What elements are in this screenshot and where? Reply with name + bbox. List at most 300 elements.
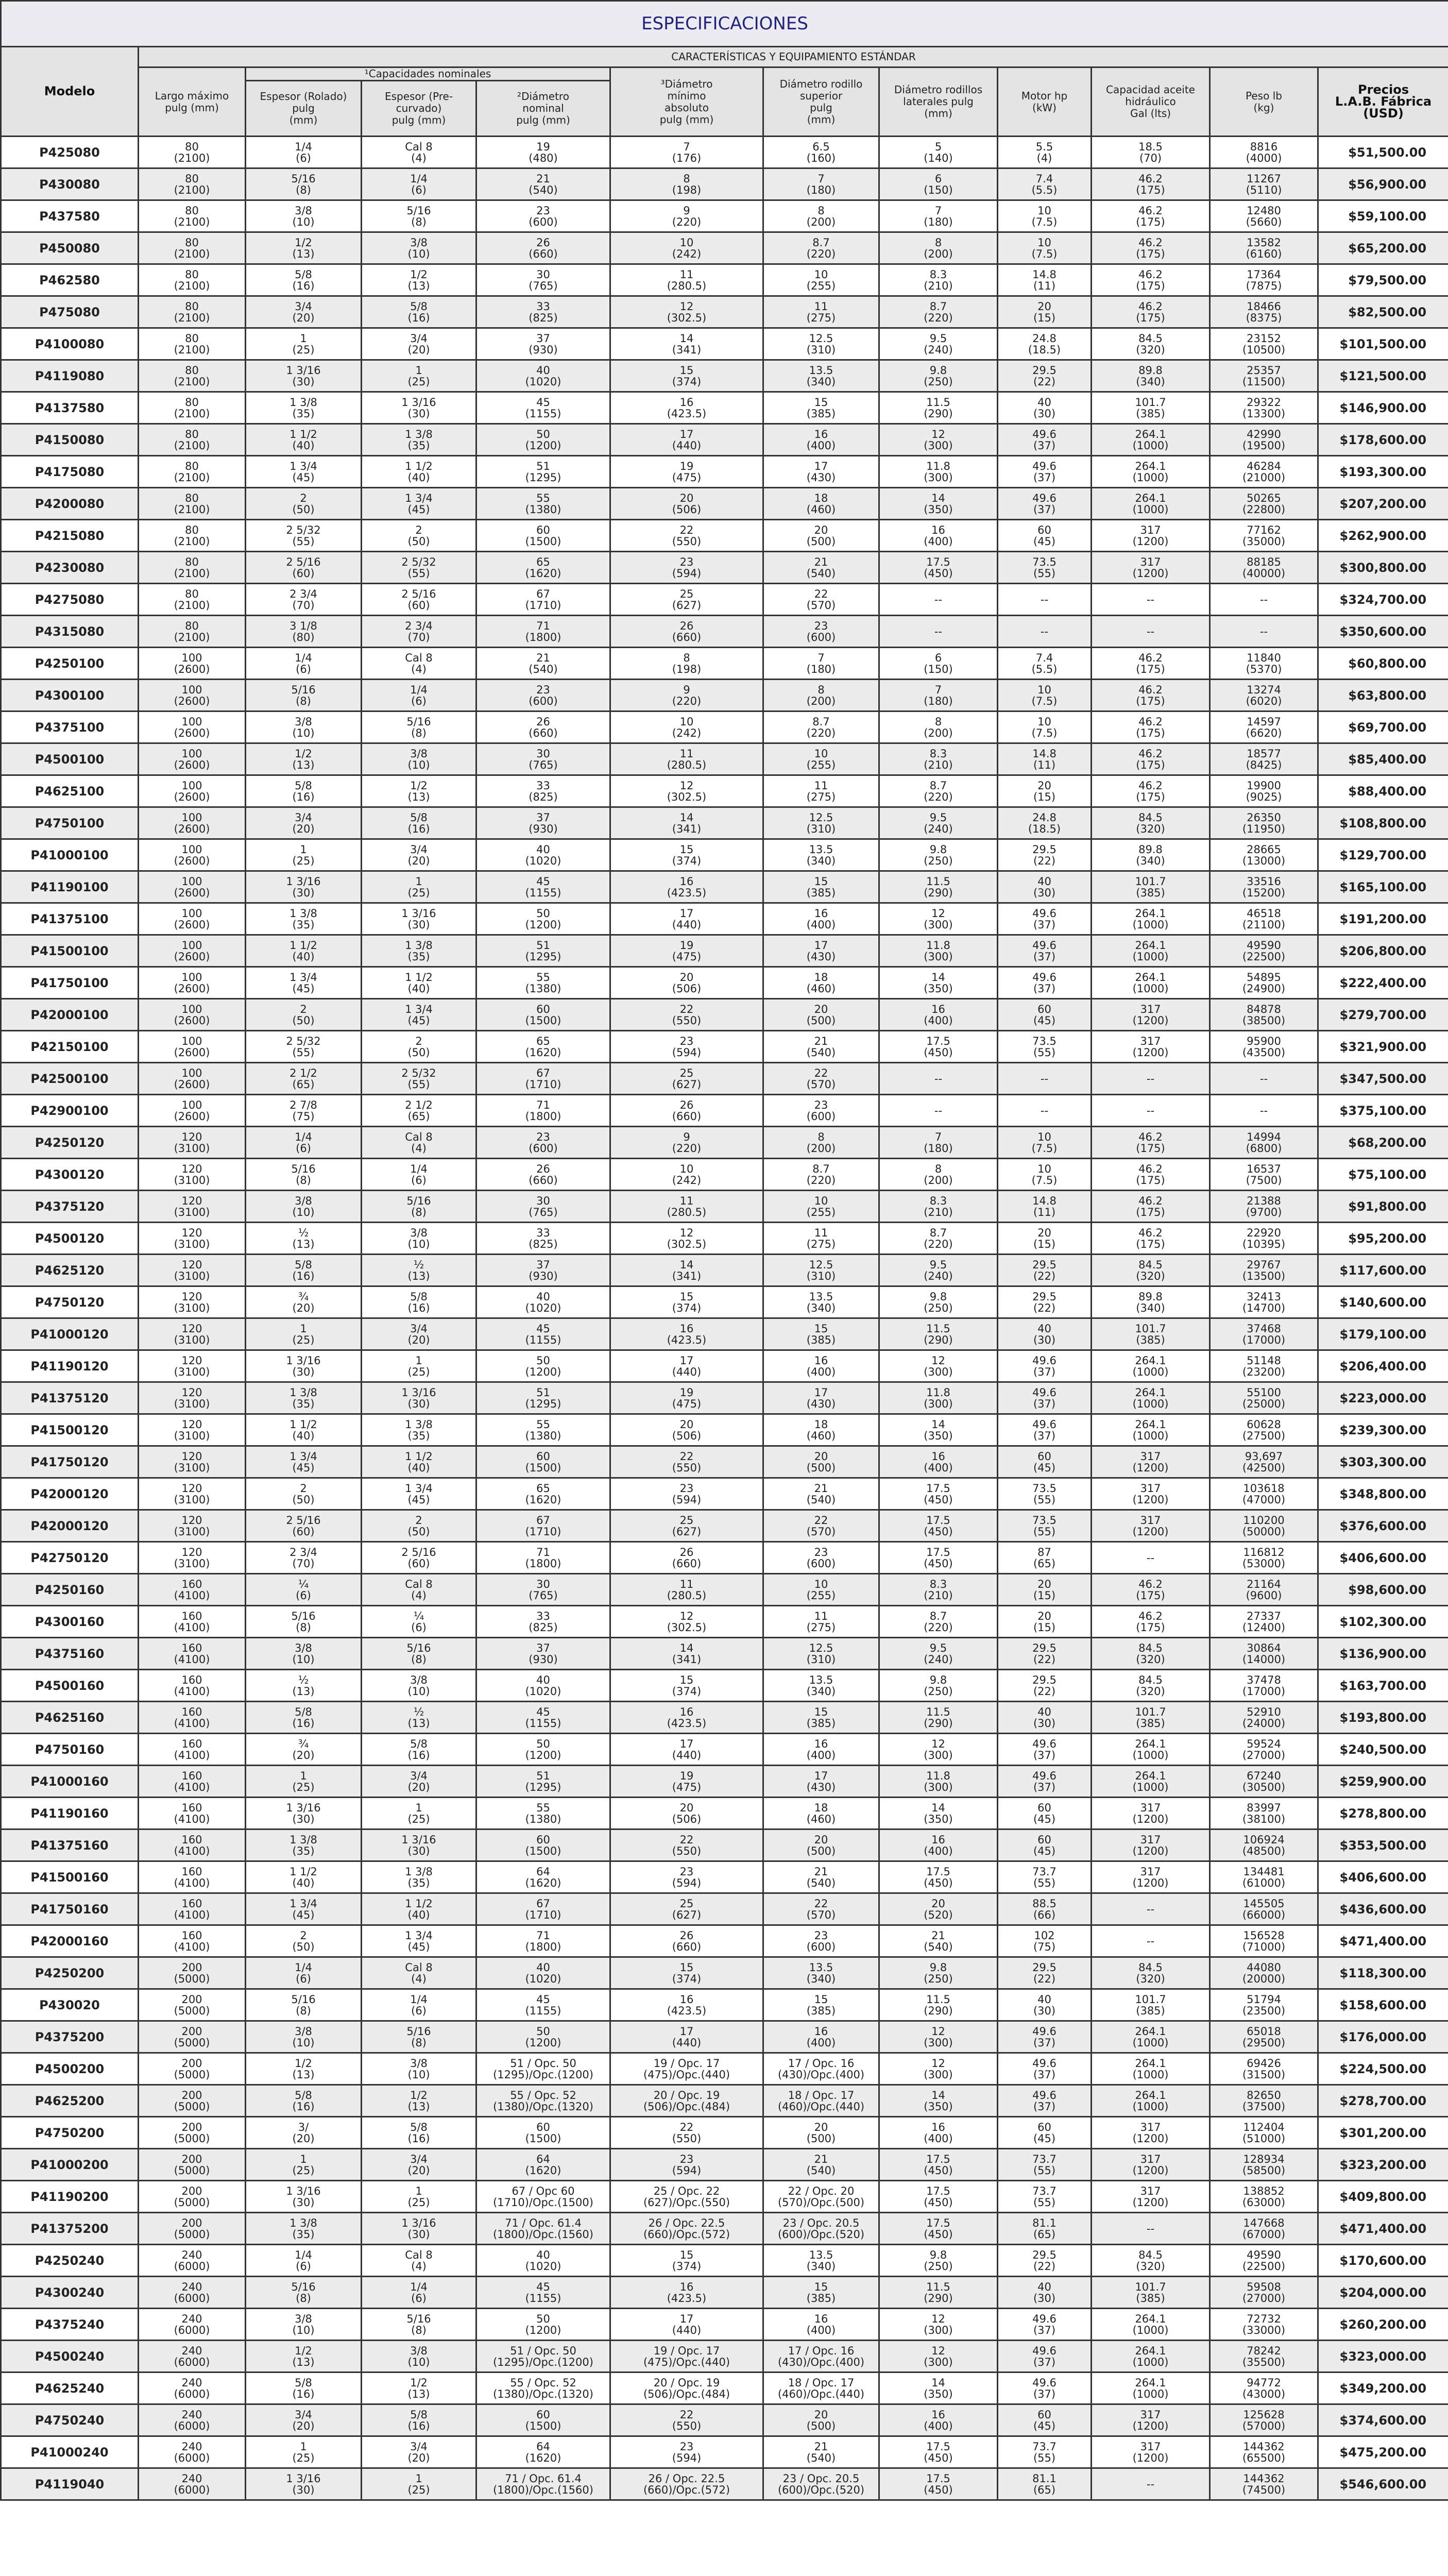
cell-price: $406,600.00 bbox=[1318, 1542, 1448, 1574]
cell-side-rolls: 8 (200) bbox=[879, 1159, 998, 1191]
cell-weight: 26350 (11950) bbox=[1210, 807, 1318, 839]
cell-thickness-rolled: 1 3/8 (35) bbox=[246, 1382, 362, 1414]
cell-thickness-rolled: 2 5/32 (55) bbox=[246, 1031, 362, 1063]
cell-length: 120 (3100) bbox=[139, 1255, 246, 1286]
cell-nominal-diameter: 55 (1380) bbox=[476, 488, 610, 520]
cell-side-rolls: 16 (400) bbox=[879, 2404, 998, 2436]
table-row bbox=[1, 2372, 1448, 2404]
cell-side-rolls: 12 (300) bbox=[879, 1350, 998, 1382]
cell-upper-roll: 23 (600) bbox=[763, 1925, 879, 1957]
cell-price: $85,400.00 bbox=[1318, 743, 1448, 775]
cell-price: $303,300.00 bbox=[1318, 1446, 1448, 1478]
cell-nominal-diameter: 37 (930) bbox=[476, 1255, 610, 1286]
cell-side-rolls: 14 (350) bbox=[879, 1414, 998, 1446]
cell-weight: 44080 (20000) bbox=[1210, 1957, 1318, 1989]
cell-thickness-precurved: 1 (25) bbox=[362, 1350, 476, 1382]
cell-thickness-precurved: 5/16 (8) bbox=[362, 1191, 476, 1223]
cell-oil-capacity: 264.1 (1000) bbox=[1092, 456, 1210, 488]
cell-model: P4250160 bbox=[1, 1574, 139, 1606]
cell-thickness-precurved: 1 3/8 (35) bbox=[362, 1861, 476, 1893]
cell-nominal-diameter: 37 (930) bbox=[476, 1638, 610, 1670]
cell-upper-roll: 18 (460) bbox=[763, 1798, 879, 1829]
cell-motor: 49.6 (37) bbox=[998, 456, 1092, 488]
cell-weight: 144362 (65500) bbox=[1210, 2436, 1318, 2468]
cell-nominal-diameter: 23 (600) bbox=[476, 680, 610, 711]
cell-motor: 60 (45) bbox=[998, 520, 1092, 552]
cell-motor: 73.7 (55) bbox=[998, 2181, 1092, 2213]
cell-side-rolls: 12 (300) bbox=[879, 2021, 998, 2053]
cell-price: $321,900.00 bbox=[1318, 1031, 1448, 1063]
table-row bbox=[1, 360, 1448, 392]
cell-upper-roll: 12.5 (310) bbox=[763, 807, 879, 839]
cell-thickness-rolled: 1 (25) bbox=[246, 1318, 362, 1350]
cell-length: 240 (6000) bbox=[139, 2404, 246, 2436]
cell-weight: 59524 (27000) bbox=[1210, 1734, 1318, 1766]
cell-side-rolls: 14 (350) bbox=[879, 2085, 998, 2117]
cell-side-rolls: 12 (300) bbox=[879, 2309, 998, 2341]
cell-oil-capacity: 89.8 (340) bbox=[1092, 360, 1210, 392]
cell-upper-roll: 17 (430) bbox=[763, 456, 879, 488]
cell-min-diameter: 19 (475) bbox=[610, 1382, 763, 1414]
cell-thickness-rolled: 5/16 (8) bbox=[246, 168, 362, 200]
cell-oil-capacity: -- bbox=[1092, 1063, 1210, 1095]
table-row bbox=[1, 2085, 1448, 2117]
cell-side-rolls: 14 (350) bbox=[879, 2372, 998, 2404]
table-row bbox=[1, 903, 1448, 935]
cell-model: P4750100 bbox=[1, 807, 139, 839]
cell-thickness-rolled: 1 3/8 (35) bbox=[246, 903, 362, 935]
cell-oil-capacity: 317 (1200) bbox=[1092, 1446, 1210, 1478]
cell-min-diameter: 26 / Opc. 22.5 (660)/Opc.(572) bbox=[610, 2213, 763, 2245]
cell-thickness-precurved: 2 1/2 (65) bbox=[362, 1095, 476, 1127]
cell-weight: 50265 (22800) bbox=[1210, 488, 1318, 520]
cell-side-rolls: 9.8 (250) bbox=[879, 1957, 998, 1989]
cell-upper-roll: 23 (600) bbox=[763, 1095, 879, 1127]
cell-upper-roll: 22 (570) bbox=[763, 1510, 879, 1542]
cell-thickness-rolled: ½ (13) bbox=[246, 1670, 362, 1702]
cell-upper-roll: 13.5 (340) bbox=[763, 2245, 879, 2277]
cell-price: $193,800.00 bbox=[1318, 1702, 1448, 1734]
cell-motor: 49.6 (37) bbox=[998, 2085, 1092, 2117]
cell-thickness-rolled: 1 3/8 (35) bbox=[246, 2213, 362, 2245]
cell-oil-capacity: 46.2 (175) bbox=[1092, 1127, 1210, 1159]
cell-thickness-precurved: 1/4 (6) bbox=[362, 168, 476, 200]
cell-motor: 60 (45) bbox=[998, 1446, 1092, 1478]
cell-min-diameter: 26 (660) bbox=[610, 1925, 763, 1957]
header-oil-capacity: Capacidad aceite hidráulico Gal (lts) bbox=[1092, 67, 1210, 137]
cell-length: 80 (2100) bbox=[139, 137, 246, 168]
cell-motor: 7.4 (5.5) bbox=[998, 168, 1092, 200]
cell-motor: 73.5 (55) bbox=[998, 1031, 1092, 1063]
cell-price: $349,200.00 bbox=[1318, 2372, 1448, 2404]
cell-weight: 94772 (43000) bbox=[1210, 2372, 1318, 2404]
cell-model: P4750160 bbox=[1, 1734, 139, 1766]
table-row bbox=[1, 1478, 1448, 1510]
cell-thickness-precurved: 2 5/32 (55) bbox=[362, 552, 476, 584]
cell-min-diameter: 9 (220) bbox=[610, 680, 763, 711]
cell-motor: 10 (7.5) bbox=[998, 232, 1092, 264]
cell-upper-roll: 21 (540) bbox=[763, 1478, 879, 1510]
cell-thickness-rolled: 2 (50) bbox=[246, 488, 362, 520]
cell-length: 120 (3100) bbox=[139, 1446, 246, 1478]
cell-nominal-diameter: 55 (1380) bbox=[476, 967, 610, 999]
cell-min-diameter: 23 (594) bbox=[610, 1031, 763, 1063]
cell-nominal-diameter: 51 (1295) bbox=[476, 1382, 610, 1414]
cell-thickness-rolled: 1 (25) bbox=[246, 2149, 362, 2181]
cell-min-diameter: 8 (198) bbox=[610, 168, 763, 200]
cell-thickness-rolled: 1 3/16 (30) bbox=[246, 2181, 362, 2213]
cell-motor: 20 (15) bbox=[998, 296, 1092, 328]
cell-price: $146,900.00 bbox=[1318, 392, 1448, 424]
cell-side-rolls: 11.5 (290) bbox=[879, 1989, 998, 2021]
cell-price: $353,500.00 bbox=[1318, 1829, 1448, 1861]
cell-price: $79,500.00 bbox=[1318, 264, 1448, 296]
cell-min-diameter: 25 (627) bbox=[610, 584, 763, 616]
cell-upper-roll: 20 (500) bbox=[763, 2404, 879, 2436]
cell-motor: 49.6 (37) bbox=[998, 903, 1092, 935]
cell-oil-capacity: 264.1 (1000) bbox=[1092, 903, 1210, 935]
cell-side-rolls: 8.3 (210) bbox=[879, 743, 998, 775]
cell-motor: -- bbox=[998, 616, 1092, 648]
cell-nominal-diameter: 64 (1620) bbox=[476, 2436, 610, 2468]
cell-thickness-rolled: 1/4 (6) bbox=[246, 1957, 362, 1989]
cell-model: P4215080 bbox=[1, 520, 139, 552]
cell-model: P4500160 bbox=[1, 1670, 139, 1702]
cell-oil-capacity: -- bbox=[1092, 616, 1210, 648]
cell-min-diameter: 20 (506) bbox=[610, 488, 763, 520]
cell-thickness-precurved: Cal 8 (4) bbox=[362, 1127, 476, 1159]
cell-nominal-diameter: 67 (1710) bbox=[476, 584, 610, 616]
cell-min-diameter: 26 (660) bbox=[610, 616, 763, 648]
cell-upper-roll: 10 (255) bbox=[763, 1574, 879, 1606]
cell-length: 80 (2100) bbox=[139, 328, 246, 360]
cell-thickness-rolled: 1 3/16 (30) bbox=[246, 1798, 362, 1829]
cell-min-diameter: 23 (594) bbox=[610, 552, 763, 584]
cell-nominal-diameter: 21 (540) bbox=[476, 648, 610, 680]
cell-min-diameter: 16 (423.5) bbox=[610, 1989, 763, 2021]
table-row bbox=[1, 1191, 1448, 1223]
cell-model: P41750120 bbox=[1, 1446, 139, 1478]
cell-oil-capacity: 264.1 (1000) bbox=[1092, 488, 1210, 520]
cell-side-rolls: 8.7 (220) bbox=[879, 1606, 998, 1638]
cell-thickness-rolled: 1/4 (6) bbox=[246, 137, 362, 168]
cell-upper-roll: 21 (540) bbox=[763, 1031, 879, 1063]
cell-length: 200 (5000) bbox=[139, 2181, 246, 2213]
cell-side-rolls: 12 (300) bbox=[879, 903, 998, 935]
cell-weight: 18577 (8425) bbox=[1210, 743, 1318, 775]
cell-side-rolls: 11.5 (290) bbox=[879, 1702, 998, 1734]
cell-thickness-precurved: 3/8 (10) bbox=[362, 743, 476, 775]
cell-min-diameter: 17 (440) bbox=[610, 2309, 763, 2341]
cell-weight: 93,697 (42500) bbox=[1210, 1446, 1318, 1478]
cell-nominal-diameter: 67 / Opc 60 (1710)/Opc.(1500) bbox=[476, 2181, 610, 2213]
cell-motor: 40 (30) bbox=[998, 1702, 1092, 1734]
cell-thickness-precurved: 1 1/2 (40) bbox=[362, 456, 476, 488]
cell-model: P4100080 bbox=[1, 328, 139, 360]
cell-model: P41000200 bbox=[1, 2149, 139, 2181]
cell-oil-capacity: 89.8 (340) bbox=[1092, 1286, 1210, 1318]
cell-thickness-rolled: 3/8 (10) bbox=[246, 1191, 362, 1223]
cell-motor: 88.5 (66) bbox=[998, 1893, 1092, 1925]
cell-model: P4750200 bbox=[1, 2117, 139, 2149]
cell-upper-roll: 17 (430) bbox=[763, 1382, 879, 1414]
cell-thickness-precurved: 1 (25) bbox=[362, 2468, 476, 2500]
cell-oil-capacity: 101.7 (385) bbox=[1092, 2277, 1210, 2309]
cell-nominal-diameter: 50 (1200) bbox=[476, 2021, 610, 2053]
cell-upper-roll: 7 (180) bbox=[763, 168, 879, 200]
cell-motor: 14.8 (11) bbox=[998, 743, 1092, 775]
cell-min-diameter: 14 (341) bbox=[610, 1255, 763, 1286]
cell-thickness-precurved: 3/8 (10) bbox=[362, 2341, 476, 2372]
cell-min-diameter: 12 (302.5) bbox=[610, 775, 763, 807]
cell-upper-roll: 21 (540) bbox=[763, 2436, 879, 2468]
cell-nominal-diameter: 33 (825) bbox=[476, 296, 610, 328]
cell-motor: 60 (45) bbox=[998, 999, 1092, 1031]
table-row bbox=[1, 1925, 1448, 1957]
cell-upper-roll: 17 / Opc. 16 (430)/Opc.(400) bbox=[763, 2341, 879, 2372]
table-row bbox=[1, 743, 1448, 775]
cell-thickness-precurved: 2 5/16 (60) bbox=[362, 1542, 476, 1574]
cell-side-rolls: -- bbox=[879, 1063, 998, 1095]
cell-motor: 14.8 (11) bbox=[998, 264, 1092, 296]
cell-upper-roll: 17 (430) bbox=[763, 1766, 879, 1798]
cell-weight: 18466 (8375) bbox=[1210, 296, 1318, 328]
cell-model: P430020 bbox=[1, 1989, 139, 2021]
cell-nominal-diameter: 45 (1155) bbox=[476, 1318, 610, 1350]
cell-thickness-precurved: 5/16 (8) bbox=[362, 2309, 476, 2341]
cell-thickness-rolled: ¾ (20) bbox=[246, 1734, 362, 1766]
table-row bbox=[1, 1446, 1448, 1478]
table-row bbox=[1, 1766, 1448, 1798]
cell-oil-capacity: 89.8 (340) bbox=[1092, 839, 1210, 871]
cell-model: P41375200 bbox=[1, 2213, 139, 2245]
cell-price: $260,200.00 bbox=[1318, 2309, 1448, 2341]
cell-upper-roll: 23 / Opc. 20.5 (600)/Opc.(520) bbox=[763, 2468, 879, 2500]
cell-thickness-rolled: 5/8 (16) bbox=[246, 1255, 362, 1286]
table-row bbox=[1, 1670, 1448, 1702]
table-row bbox=[1, 1734, 1448, 1766]
cell-price: $223,000.00 bbox=[1318, 1382, 1448, 1414]
cell-weight: 14597 (6620) bbox=[1210, 711, 1318, 743]
cell-nominal-diameter: 60 (1500) bbox=[476, 1829, 610, 1861]
cell-thickness-precurved: 1 (25) bbox=[362, 360, 476, 392]
cell-side-rolls: 17.5 (450) bbox=[879, 2213, 998, 2245]
cell-thickness-rolled: 2 (50) bbox=[246, 999, 362, 1031]
cell-upper-roll: 15 (385) bbox=[763, 871, 879, 903]
cell-thickness-precurved: 1 3/4 (45) bbox=[362, 1925, 476, 1957]
cell-price: $206,400.00 bbox=[1318, 1350, 1448, 1382]
cell-min-diameter: 16 (423.5) bbox=[610, 871, 763, 903]
cell-nominal-diameter: 60 (1500) bbox=[476, 1446, 610, 1478]
cell-weight: 29767 (13500) bbox=[1210, 1255, 1318, 1286]
cell-side-rolls: 17.5 (450) bbox=[879, 2468, 998, 2500]
cell-oil-capacity: 317 (1200) bbox=[1092, 2117, 1210, 2149]
table-row bbox=[1, 1159, 1448, 1191]
cell-oil-capacity: 317 (1200) bbox=[1092, 1798, 1210, 1829]
cell-weight: 138852 (63000) bbox=[1210, 2181, 1318, 2213]
cell-model: P4375120 bbox=[1, 1191, 139, 1223]
cell-model: P41500100 bbox=[1, 935, 139, 967]
cell-length: 100 (2600) bbox=[139, 680, 246, 711]
cell-thickness-rolled: 1 3/4 (45) bbox=[246, 456, 362, 488]
cell-length: 80 (2100) bbox=[139, 552, 246, 584]
cell-oil-capacity: 317 (1200) bbox=[1092, 2436, 1210, 2468]
cell-price: $347,500.00 bbox=[1318, 1063, 1448, 1095]
cell-nominal-diameter: 71 (1800) bbox=[476, 1925, 610, 1957]
cell-model: P42000160 bbox=[1, 1925, 139, 1957]
cell-oil-capacity: 317 (1200) bbox=[1092, 1031, 1210, 1063]
cell-nominal-diameter: 64 (1620) bbox=[476, 2149, 610, 2181]
cell-side-rolls: 17.5 (450) bbox=[879, 1861, 998, 1893]
cell-weight: 72732 (33000) bbox=[1210, 2309, 1318, 2341]
cell-thickness-rolled: 2 7/8 (75) bbox=[246, 1095, 362, 1127]
cell-oil-capacity: 264.1 (1000) bbox=[1092, 1766, 1210, 1798]
cell-price: $409,800.00 bbox=[1318, 2181, 1448, 2213]
cell-weight: 12480 (5660) bbox=[1210, 200, 1318, 232]
cell-nominal-diameter: 19 (480) bbox=[476, 137, 610, 168]
cell-thickness-rolled: 1/2 (13) bbox=[246, 2053, 362, 2085]
cell-thickness-precurved: 1 (25) bbox=[362, 1798, 476, 1829]
cell-side-rolls: 6 (150) bbox=[879, 168, 998, 200]
cell-upper-roll: 16 (400) bbox=[763, 2021, 879, 2053]
cell-weight: 55100 (25000) bbox=[1210, 1382, 1318, 1414]
cell-thickness-rolled: 3/4 (20) bbox=[246, 807, 362, 839]
table-row bbox=[1, 2309, 1448, 2341]
cell-min-diameter: 22 (550) bbox=[610, 1829, 763, 1861]
cell-oil-capacity: 317 (1200) bbox=[1092, 999, 1210, 1031]
cell-price: $323,000.00 bbox=[1318, 2341, 1448, 2372]
cell-min-diameter: 26 (660) bbox=[610, 1542, 763, 1574]
cell-price: $98,600.00 bbox=[1318, 1574, 1448, 1606]
cell-weight: 60628 (27500) bbox=[1210, 1414, 1318, 1446]
cell-weight: 65018 (29500) bbox=[1210, 2021, 1318, 2053]
cell-length: 100 (2600) bbox=[139, 1031, 246, 1063]
cell-side-rolls: 7 (180) bbox=[879, 680, 998, 711]
cell-min-diameter: 17 (440) bbox=[610, 1734, 763, 1766]
cell-min-diameter: 9 (220) bbox=[610, 200, 763, 232]
cell-weight: 33516 (15200) bbox=[1210, 871, 1318, 903]
cell-motor: 73.5 (55) bbox=[998, 1510, 1092, 1542]
cell-upper-roll: 13.5 (340) bbox=[763, 360, 879, 392]
cell-upper-roll: 20 (500) bbox=[763, 999, 879, 1031]
cell-min-diameter: 20 (506) bbox=[610, 967, 763, 999]
cell-model: P42750120 bbox=[1, 1542, 139, 1574]
cell-price: $163,700.00 bbox=[1318, 1670, 1448, 1702]
cell-oil-capacity: 46.2 (175) bbox=[1092, 648, 1210, 680]
header-nominal-capacities: ¹Capacidades nominales bbox=[246, 67, 610, 81]
cell-oil-capacity: 317 (1200) bbox=[1092, 2181, 1210, 2213]
cell-thickness-precurved: 1 3/16 (30) bbox=[362, 392, 476, 424]
cell-min-diameter: 17 (440) bbox=[610, 424, 763, 456]
cell-price: $436,600.00 bbox=[1318, 1893, 1448, 1925]
cell-min-diameter: 19 (475) bbox=[610, 1766, 763, 1798]
cell-weight: 29322 (13300) bbox=[1210, 392, 1318, 424]
cell-weight: 27337 (12400) bbox=[1210, 1606, 1318, 1638]
cell-thickness-rolled: 1/4 (6) bbox=[246, 2245, 362, 2277]
cell-side-rolls: 9.8 (250) bbox=[879, 2245, 998, 2277]
cell-price: $374,600.00 bbox=[1318, 2404, 1448, 2436]
cell-length: 100 (2600) bbox=[139, 839, 246, 871]
cell-nominal-diameter: 67 (1710) bbox=[476, 1063, 610, 1095]
cell-oil-capacity: 84.5 (320) bbox=[1092, 328, 1210, 360]
cell-price: $204,000.00 bbox=[1318, 2277, 1448, 2309]
cell-length: 80 (2100) bbox=[139, 616, 246, 648]
cell-thickness-precurved: 1 3/8 (35) bbox=[362, 935, 476, 967]
cell-weight: 156528 (71000) bbox=[1210, 1925, 1318, 1957]
cell-length: 160 (4100) bbox=[139, 1606, 246, 1638]
cell-nominal-diameter: 64 (1620) bbox=[476, 1861, 610, 1893]
cell-side-rolls: 17.5 (450) bbox=[879, 2181, 998, 2213]
cell-model: P430080 bbox=[1, 168, 139, 200]
cell-price: $239,300.00 bbox=[1318, 1414, 1448, 1446]
cell-weight: 14994 (6800) bbox=[1210, 1127, 1318, 1159]
cell-oil-capacity: 46.2 (175) bbox=[1092, 1159, 1210, 1191]
cell-length: 100 (2600) bbox=[139, 871, 246, 903]
cell-min-diameter: 14 (341) bbox=[610, 807, 763, 839]
cell-thickness-precurved: 1 1/2 (40) bbox=[362, 1446, 476, 1478]
cell-upper-roll: 22 (570) bbox=[763, 584, 879, 616]
cell-model: P4750120 bbox=[1, 1286, 139, 1318]
table-row bbox=[1, 1382, 1448, 1414]
cell-nominal-diameter: 37 (930) bbox=[476, 807, 610, 839]
cell-model: P4300100 bbox=[1, 680, 139, 711]
table-row bbox=[1, 1127, 1448, 1159]
cell-price: $207,200.00 bbox=[1318, 488, 1448, 520]
cell-oil-capacity: 46.2 (175) bbox=[1092, 264, 1210, 296]
cell-weight: 21388 (9700) bbox=[1210, 1191, 1318, 1223]
table-row bbox=[1, 616, 1448, 648]
cell-motor: 10 (7.5) bbox=[998, 1127, 1092, 1159]
cell-model: P450080 bbox=[1, 232, 139, 264]
cell-side-rolls: 9.5 (240) bbox=[879, 1255, 998, 1286]
cell-motor: 49.6 (37) bbox=[998, 967, 1092, 999]
cell-oil-capacity: 46.2 (175) bbox=[1092, 680, 1210, 711]
cell-nominal-diameter: 65 (1620) bbox=[476, 552, 610, 584]
cell-upper-roll: 15 (385) bbox=[763, 1318, 879, 1350]
cell-upper-roll: 21 (540) bbox=[763, 552, 879, 584]
header-side-rolls: Diámetro rodillos laterales pulg (mm) bbox=[879, 67, 998, 137]
cell-model: P41000240 bbox=[1, 2436, 139, 2468]
cell-price: $136,900.00 bbox=[1318, 1638, 1448, 1670]
cell-motor: -- bbox=[998, 1095, 1092, 1127]
cell-min-diameter: 26 / Opc. 22.5 (660)/Opc.(572) bbox=[610, 2468, 763, 2500]
cell-nominal-diameter: 60 (1500) bbox=[476, 2117, 610, 2149]
table-row bbox=[1, 552, 1448, 584]
cell-thickness-rolled: 1 3/16 (30) bbox=[246, 2468, 362, 2500]
cell-upper-roll: 18 (460) bbox=[763, 488, 879, 520]
cell-side-rolls: 16 (400) bbox=[879, 1829, 998, 1861]
header-model: Modelo bbox=[1, 47, 139, 137]
cell-model: P4175080 bbox=[1, 456, 139, 488]
cell-length: 100 (2600) bbox=[139, 711, 246, 743]
cell-weight: 11840 (5370) bbox=[1210, 648, 1318, 680]
table-row bbox=[1, 648, 1448, 680]
cell-thickness-rolled: 3/8 (10) bbox=[246, 200, 362, 232]
cell-weight: -- bbox=[1210, 1095, 1318, 1127]
header-weight: Peso lb (kg) bbox=[1210, 67, 1318, 137]
cell-model: P4250120 bbox=[1, 1127, 139, 1159]
table-row bbox=[1, 168, 1448, 200]
cell-thickness-precurved: Cal 8 (4) bbox=[362, 1574, 476, 1606]
cell-model: P4315080 bbox=[1, 616, 139, 648]
cell-length: 80 (2100) bbox=[139, 360, 246, 392]
cell-nominal-diameter: 45 (1155) bbox=[476, 1989, 610, 2021]
cell-thickness-rolled: 5/16 (8) bbox=[246, 1606, 362, 1638]
cell-price: $301,200.00 bbox=[1318, 2117, 1448, 2149]
cell-motor: 29.5 (22) bbox=[998, 1638, 1092, 1670]
cell-model: P4250240 bbox=[1, 2245, 139, 2277]
cell-oil-capacity: 264.1 (1000) bbox=[1092, 2309, 1210, 2341]
